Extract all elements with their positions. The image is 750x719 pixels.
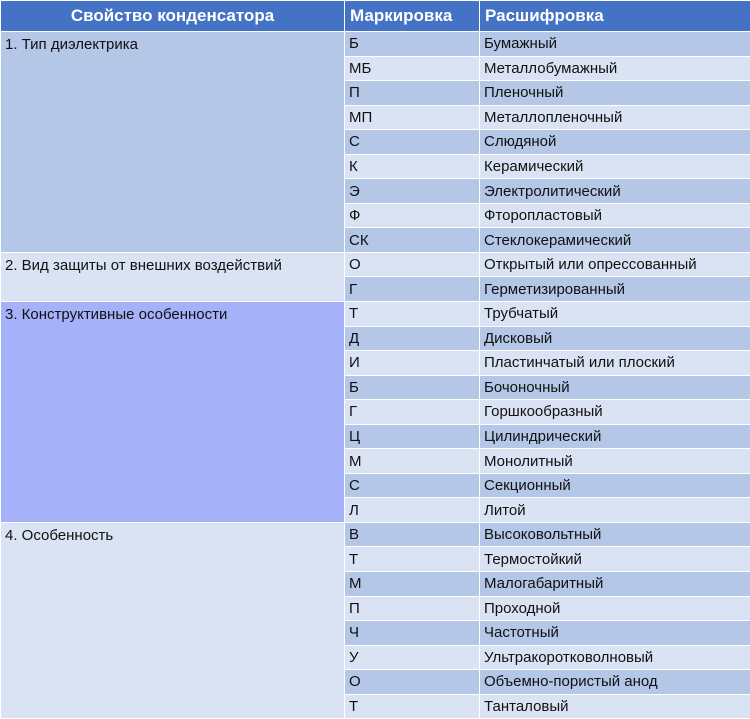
marking-code: У	[345, 645, 480, 670]
marking-decoding: Проходной	[480, 596, 750, 621]
marking-decoding: Ультракоротковолновый	[480, 645, 750, 670]
property-group-label: 2. Вид защиты от внешних воздействий	[1, 252, 345, 301]
table-row	[1, 522, 750, 547]
table-row	[1, 302, 750, 327]
marking-decoding: Малогабаритный	[480, 572, 750, 597]
marking-decoding: Металлобумажный	[480, 56, 750, 81]
marking-decoding: Литой	[480, 498, 750, 523]
table-body	[1, 32, 750, 719]
marking-decoding: Объемно-пористый анод	[480, 670, 750, 695]
table-row	[1, 32, 750, 57]
marking-code: Т	[345, 302, 480, 327]
marking-decoding: Фторопластовый	[480, 203, 750, 228]
marking-code: Л	[345, 498, 480, 523]
marking-decoding: Высоковольтный	[480, 522, 750, 547]
header-property: Свойство конденсатора	[1, 1, 345, 32]
marking-code: П	[345, 81, 480, 106]
marking-decoding: Слюдяной	[480, 130, 750, 155]
marking-code: Д	[345, 326, 480, 351]
marking-code: МП	[345, 105, 480, 130]
marking-decoding: Термостойкий	[480, 547, 750, 572]
marking-decoding: Керамический	[480, 154, 750, 179]
marking-decoding: Стеклокерамический	[480, 228, 750, 253]
marking-decoding: Танталовый	[480, 694, 750, 719]
property-group-label: 1. Тип диэлектрика	[1, 32, 345, 253]
property-group-label: 4. Особенность	[1, 522, 345, 718]
marking-code: Т	[345, 694, 480, 719]
marking-code: СК	[345, 228, 480, 253]
marking-code: МБ	[345, 56, 480, 81]
property-group-label: 3. Конструктивные особенности	[1, 302, 345, 523]
marking-decoding: Пластинчатый или плоский	[480, 351, 750, 376]
marking-decoding: Горшкообразный	[480, 400, 750, 425]
header-decoding: Расшифровка	[480, 1, 750, 32]
header-row	[1, 1, 750, 32]
header-marking: Маркировка	[345, 1, 480, 32]
marking-code: Г	[345, 277, 480, 302]
table-row	[1, 252, 750, 277]
marking-decoding: Открытый или опрессованный	[480, 252, 750, 277]
marking-decoding: Электролитический	[480, 179, 750, 204]
marking-code: О	[345, 252, 480, 277]
marking-code: П	[345, 596, 480, 621]
marking-decoding: Секционный	[480, 473, 750, 498]
marking-code: Б	[345, 32, 480, 57]
marking-decoding: Цилиндрический	[480, 424, 750, 449]
marking-code: Г	[345, 400, 480, 425]
marking-code: Ч	[345, 621, 480, 646]
marking-decoding: Герметизированный	[480, 277, 750, 302]
marking-code: М	[345, 449, 480, 474]
marking-decoding: Металлопленочный	[480, 105, 750, 130]
marking-decoding: Бумажный	[480, 32, 750, 57]
marking-code: Б	[345, 375, 480, 400]
marking-decoding: Трубчатый	[480, 302, 750, 327]
marking-decoding: Дисковый	[480, 326, 750, 351]
marking-code: Э	[345, 179, 480, 204]
marking-code: И	[345, 351, 480, 376]
marking-decoding: Пленочный	[480, 81, 750, 106]
marking-code: С	[345, 473, 480, 498]
marking-code: С	[345, 130, 480, 155]
marking-code: Ц	[345, 424, 480, 449]
marking-code: К	[345, 154, 480, 179]
marking-code: О	[345, 670, 480, 695]
marking-decoding: Частотный	[480, 621, 750, 646]
marking-decoding: Монолитный	[480, 449, 750, 474]
marking-code: Ф	[345, 203, 480, 228]
marking-decoding: Бочоночный	[480, 375, 750, 400]
marking-code: В	[345, 522, 480, 547]
marking-code: Т	[345, 547, 480, 572]
marking-code: М	[345, 572, 480, 597]
